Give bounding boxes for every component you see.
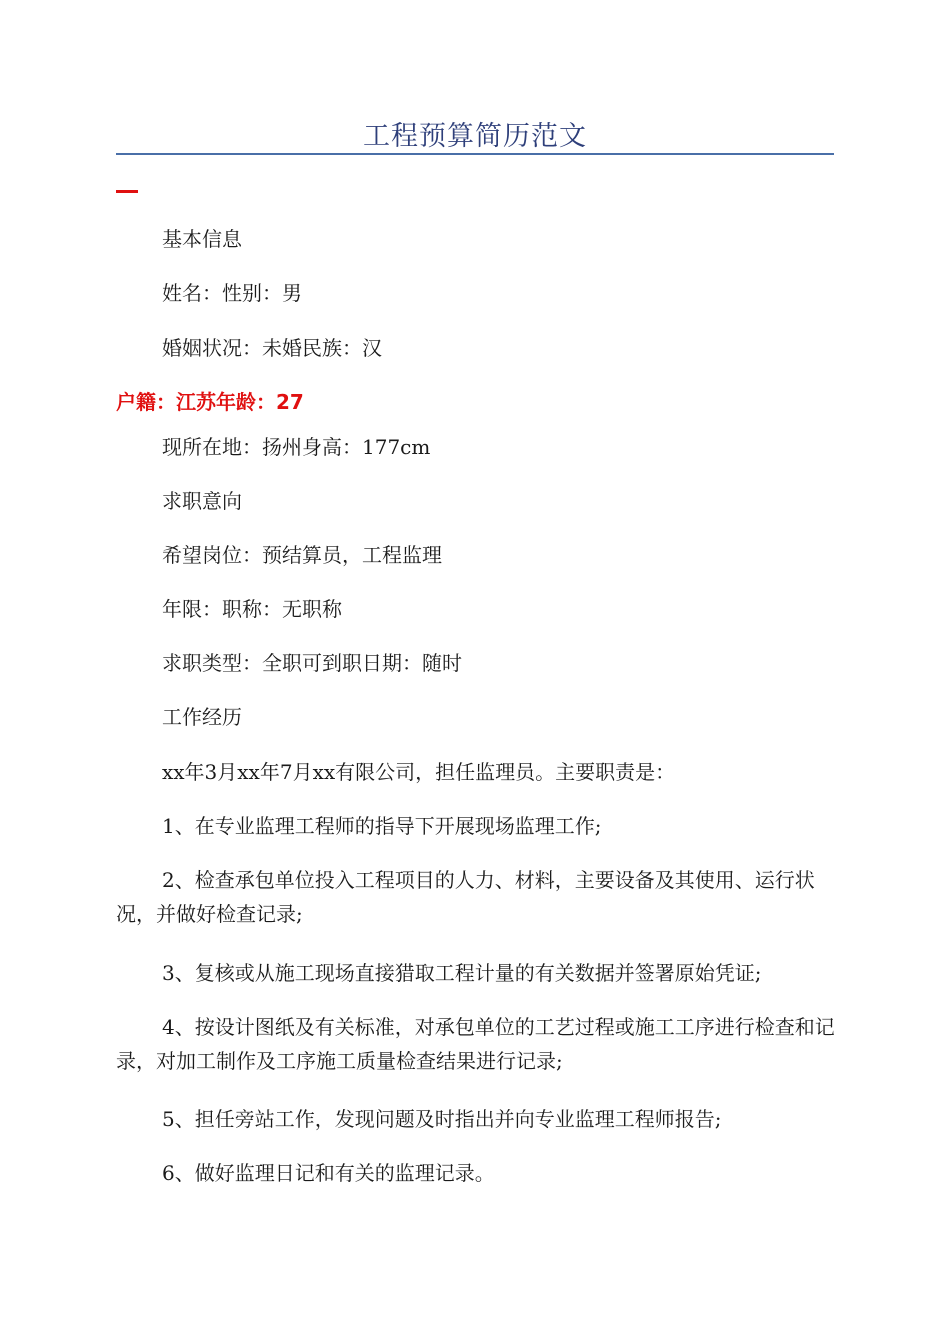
paragraph-location-height: 现所在地：扬州身高：177cm — [162, 435, 431, 459]
paragraph-duty-6: 6、做好监理日记和有关的监理记录。 — [162, 1161, 495, 1185]
paragraph-marital-ethnicity: 婚姻状况：未婚民族：汉 — [162, 336, 382, 360]
paragraph-job-intention: 求职意向 — [162, 489, 242, 513]
document-title: 工程预算简历范文 — [363, 121, 587, 152]
paragraph-desired-position: 希望岗位：预结算员，工程监理 — [162, 543, 442, 567]
paragraph-years-title: 年限：职称：无职称 — [162, 597, 342, 621]
paragraph-work-experience: 工作经历 — [162, 705, 242, 729]
paragraph-hukou-age: 户籍：江苏年龄：27 — [116, 390, 304, 414]
paragraph-duty-3: 3、复核或从施工现场直接猎取工程计量的有关数据并签署原始凭证; — [162, 961, 762, 985]
section-marker — [116, 190, 138, 193]
title-underline — [116, 153, 834, 155]
paragraph-duty-4: 4、按设计图纸及有关标准，对承包单位的工艺过程或施工工序进行检查和记录，对加工制作及工序施工质量检查结果进行记录; — [116, 1015, 835, 1073]
paragraph-name-gender: 姓名：性别：男 — [162, 281, 302, 305]
paragraph-basic-info: 基本信息 — [162, 227, 242, 251]
paragraph-employment: xx年3月xx年7月xx有限公司，担任监理员。主要职责是： — [162, 760, 676, 784]
paragraph-duty-1: 1、在专业监理工程师的指导下开展现场监理工作; — [162, 814, 602, 838]
paragraph-job-type: 求职类型：全职可到职日期：随时 — [162, 651, 462, 675]
paragraph-duty-2: 2、检查承包单位投入工程项目的人力、材料，主要设备及其使用、运行状况，并做好检查记录; — [116, 868, 815, 926]
paragraph-duty-5: 5、担任旁站工作，发现问题及时指出并向专业监理工程师报告; — [162, 1107, 722, 1131]
